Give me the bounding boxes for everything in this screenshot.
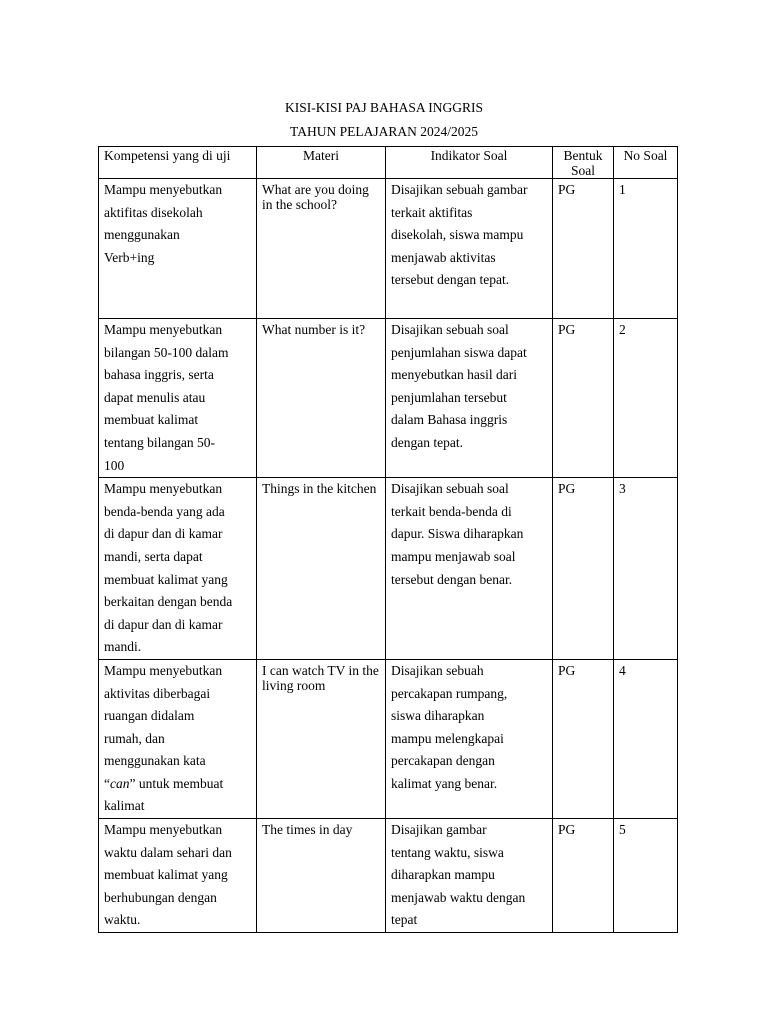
cell-line: penjumlahan tersebut	[391, 389, 507, 405]
cell-line: mandi.	[104, 639, 142, 655]
cell-line: Disajikan sebuah gambar	[391, 182, 528, 197]
cell-no-soal: 5	[614, 819, 678, 933]
cell-line: tentang waktu, siswa	[391, 844, 504, 860]
table-row	[99, 819, 678, 933]
cell-line: waktu.	[104, 912, 141, 928]
cell-no-soal: 2	[614, 319, 678, 478]
cell-line: terkait aktifitas	[391, 204, 473, 220]
cell-line: membuat kalimat	[104, 412, 199, 428]
cell-kompetensi	[99, 659, 257, 818]
cell-line: disekolah, siswa mampu	[391, 227, 524, 243]
cell-line: diharapkan mampu	[391, 867, 495, 883]
cell-materi: The times in day	[257, 819, 386, 933]
cell-kompetensi	[99, 478, 257, 660]
cell-bentuk-soal: PG	[553, 478, 614, 660]
cell-line: menggunakan kata	[104, 753, 206, 769]
cell-indikator	[386, 319, 553, 478]
cell-line: bilangan 50-100 dalam	[104, 344, 229, 360]
cell-line: di dapur dan di kamar	[104, 616, 223, 632]
cell-line	[104, 773, 251, 796]
cell-line: Mampu menyebutkan	[104, 322, 223, 337]
header-materi: Materi	[257, 147, 386, 179]
cell-line: aktivitas diberbagai	[104, 685, 211, 701]
cell-indikator	[386, 819, 553, 933]
cell-line: penjumlahan siswa dapat	[391, 344, 527, 360]
cell-line: mampu menjawab soal	[391, 548, 516, 564]
cell-line: ruangan didalam	[104, 708, 195, 724]
cell-materi: What number is it?	[257, 319, 386, 478]
cell-line: Disajikan sebuah soal	[391, 322, 509, 337]
cell-line: aktifitas disekolah	[104, 204, 203, 220]
cell-line: siswa diharapkan	[391, 708, 485, 724]
cell-line: Mampu menyebutkan	[104, 822, 223, 838]
cell-line: menyebutkan hasil dari	[391, 367, 517, 383]
cell-indikator	[386, 179, 553, 319]
cell-line: Mampu menyebutkan	[104, 481, 223, 497]
open-quote: “	[104, 775, 110, 791]
cell-line: tersebut dengan benar.	[391, 571, 513, 587]
cell-line: kalimat yang benar.	[391, 775, 498, 791]
cell-line: dengan tepat.	[391, 434, 463, 450]
cell-kompetensi	[99, 819, 257, 933]
cell-line: membuat kalimat yang	[104, 571, 228, 587]
cell-indikator	[386, 659, 553, 818]
italic-word-can: can	[110, 775, 130, 791]
cell-bentuk-soal: PG	[553, 819, 614, 933]
cell-materi: Things in the kitchen	[257, 478, 386, 660]
cell-line: menggunakan	[104, 227, 180, 243]
cell-line: Disajikan sebuah soal	[391, 481, 509, 497]
header-bentuk-line1: Bentuk	[563, 148, 603, 163]
cell-line: berkaitan dengan benda	[104, 594, 233, 610]
cell-no-soal: 3	[614, 478, 678, 660]
cell-line: Verb+ing	[104, 249, 155, 265]
cell-line: bahasa inggris, serta	[104, 367, 214, 383]
cell-no-soal: 4	[614, 659, 678, 818]
table-header-row	[99, 147, 678, 179]
header-indikator: Indikator Soal	[386, 147, 553, 179]
header-kompetensi: Kompetensi yang di uji	[99, 147, 257, 179]
cell-line: dalam Bahasa inggris	[391, 412, 508, 428]
cell-bentuk-soal: PG	[553, 319, 614, 478]
header-no-soal: No Soal	[614, 147, 678, 179]
cell-line: terkait benda-benda di	[391, 503, 512, 519]
cell-line: percakapan dengan	[391, 753, 495, 769]
header-bentuk-soal	[553, 147, 614, 179]
kisi-kisi-table	[98, 146, 678, 933]
cell-kompetensi	[99, 179, 257, 319]
header-bentuk-line2: Soal	[570, 163, 595, 178]
cell-materi: What are you doing in the school?	[257, 179, 386, 319]
cell-line: dapur. Siswa diharapkan	[391, 526, 524, 542]
cell-line: di dapur dan di kamar	[104, 526, 223, 542]
cell-line: kalimat	[104, 798, 145, 814]
table-row	[99, 659, 678, 818]
table-row	[99, 179, 678, 319]
cell-line: menjawab waktu dengan	[391, 889, 526, 905]
cell-no-soal: 1	[614, 179, 678, 319]
cell-line: waktu dalam sehari dan	[104, 844, 232, 860]
cell-line: dapat menulis atau	[104, 389, 206, 405]
cell-line: membuat kalimat yang	[104, 867, 228, 883]
document-title: KISI-KISI PAJ BAHASA INGGRIS	[285, 100, 483, 115]
cell-line: rumah, dan	[104, 730, 165, 746]
cell-line: 100	[104, 457, 125, 473]
cell-materi: I can watch TV in the living room	[257, 659, 386, 818]
table-row	[99, 478, 678, 660]
cell-line: benda-benda yang ada	[104, 503, 225, 519]
cell-line: menjawab aktivitas	[391, 249, 496, 265]
cell-bentuk-soal: PG	[553, 179, 614, 319]
cell-line: Disajikan gambar	[391, 822, 487, 838]
cell-bentuk-soal: PG	[553, 659, 614, 818]
cell-line: percakapan rumpang,	[391, 685, 508, 701]
table-row	[99, 319, 678, 478]
document-subtitle: TAHUN PELAJARAN 2024/2025	[290, 124, 478, 139]
cell-line: mandi, serta dapat	[104, 548, 203, 564]
cell-indikator	[386, 478, 553, 660]
cell-line: tersebut dengan tepat.	[391, 272, 510, 288]
cell-line: berhubungan dengan	[104, 889, 217, 905]
cell-line: Mampu menyebutkan	[104, 182, 223, 197]
cell-kompetensi	[99, 319, 257, 478]
close-quote-text: ” untuk membuat	[129, 775, 224, 791]
cell-line: mampu melengkapai	[391, 730, 504, 746]
cell-line: Disajikan sebuah	[391, 662, 484, 678]
cell-line: tepat	[391, 912, 418, 928]
cell-line: Mampu menyebutkan	[104, 662, 223, 678]
cell-line: tentang bilangan 50-	[104, 434, 215, 450]
